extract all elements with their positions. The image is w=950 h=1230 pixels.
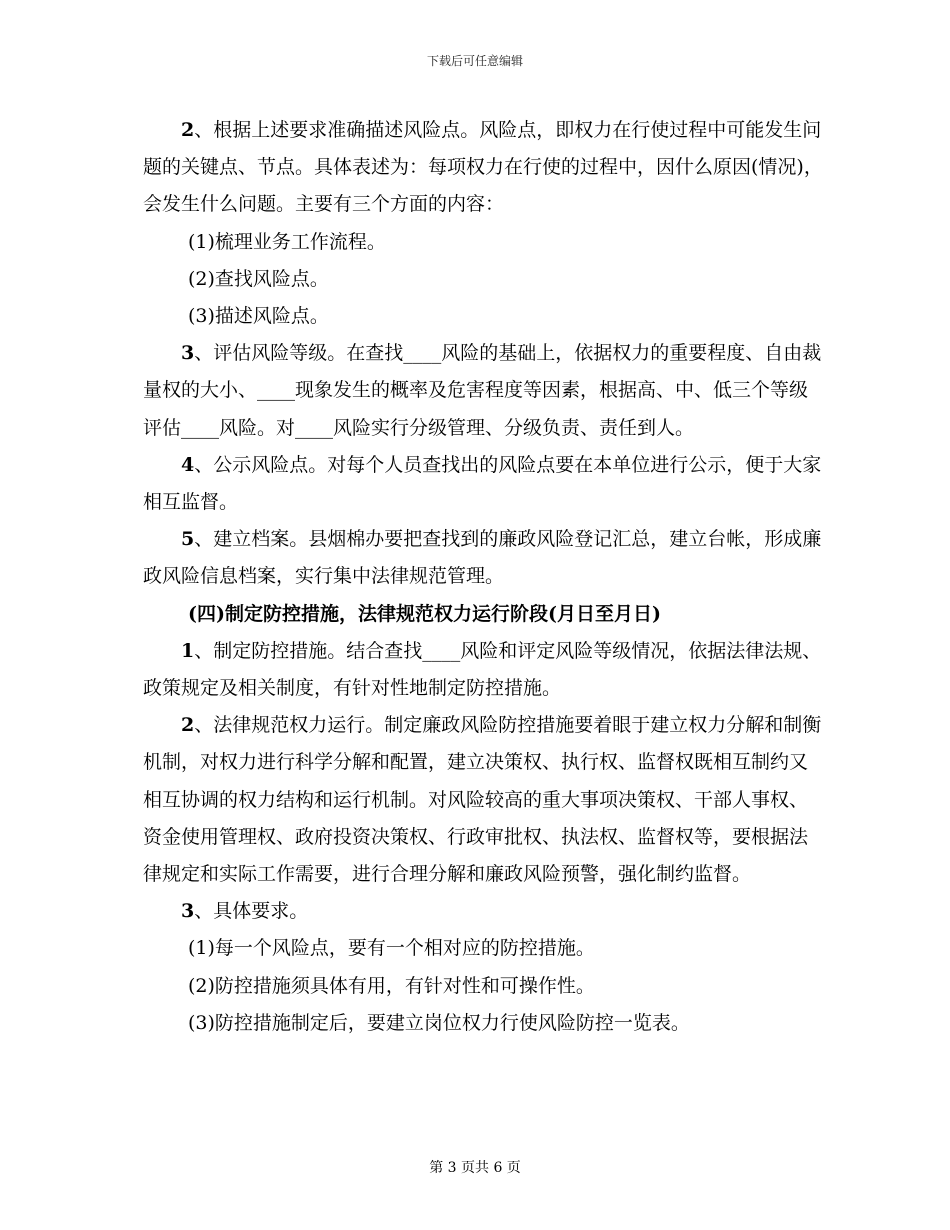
paragraph-text: 、法律规范权力运行。制定廉政风险防控措施要着眼于建立权力分解和制衡机制，对权力进行科学分解和配置，建立决策权、执行权、监督权既相互制约又相互协调的权力结构和运行机制。对风险较高的重大事项决策权、干部人事权、资金使用管理权、政府投资决策权、行政审批权、执法权、监督权等，要根据法律规定和实际工作需要，进行合理分解和廉政风险预警，强化制约监督。 — [143, 714, 822, 886]
paragraph-2 — [143, 112, 823, 224]
paragraph-text: 、根据上述要求准确描述风险点。风险点，即权力在行使过程中可能发生问题的关键点、节点。具体表述为：每项权力在行使的过程中，因什么原因(情况)，会发生什么问题。主要有三个方面的内容： — [143, 119, 823, 216]
page-header: 下载后可任意编辑 — [426, 54, 523, 68]
paragraph-number: 3 — [181, 900, 195, 923]
paragraph-3b — [143, 893, 823, 930]
page-footer: 第 3 页共 6 页 — [429, 1160, 521, 1176]
paragraph-number: 5 — [181, 528, 195, 551]
list-item: (2)防控措施须具体有用，有针对性和可操作性。 — [188, 974, 595, 997]
paragraph-text: 、评估风险等级。在查找____风险的基础上，依据权力的重要程度、自由裁量权的大小、____现象发生的概率及危害程度等因素，根据高、中、低三个等级评估____风险。对____风险实行分级管理、分级负责、责任到人。 — [143, 342, 822, 439]
paragraph-text: 、建立档案。县烟棉办要把查找到的廉政风险登记汇总，建立台帐，形成廉政风险信息档案，实行集中法律规范管理。 — [143, 528, 822, 588]
document-body — [143, 112, 823, 1042]
paragraph-number: 3 — [181, 342, 195, 365]
paragraph-1 — [143, 633, 823, 707]
list-item: (1)梳理业务工作流程。 — [188, 230, 386, 253]
list-item: (3)描述风险点。 — [188, 305, 329, 328]
list-item: (2)查找风险点。 — [188, 267, 329, 290]
paragraph-3 — [143, 335, 823, 447]
list-item: (1)每一个风险点，要有一个相对应的防控措施。 — [188, 937, 595, 960]
paragraph-number: 4 — [181, 453, 195, 476]
section-heading: (四)制定防控措施，法律规范权力运行阶段(月日至月日) — [188, 602, 661, 625]
paragraph-number: 1 — [181, 639, 195, 662]
paragraph-text: 、具体要求。 — [194, 900, 309, 923]
paragraph-2b — [143, 707, 823, 893]
paragraph-4 — [143, 447, 823, 521]
paragraph-number: 2 — [181, 119, 195, 141]
paragraph-number: 2 — [181, 714, 195, 737]
paragraph-text: 、公示风险点。对每个人员查找出的风险点要在本单位进行公示，便于大家相互监督。 — [143, 453, 822, 514]
paragraph-5 — [143, 521, 823, 595]
paragraph-text: 、制定防控措施。结合查找____风险和评定风险等级情况，依据法律法规、政策规定及相关制度，有针对性地制定防控措施。 — [143, 639, 822, 700]
list-item: (3)防控措施制定后，要建立岗位权力行使风险防控一览表。 — [188, 1011, 690, 1034]
